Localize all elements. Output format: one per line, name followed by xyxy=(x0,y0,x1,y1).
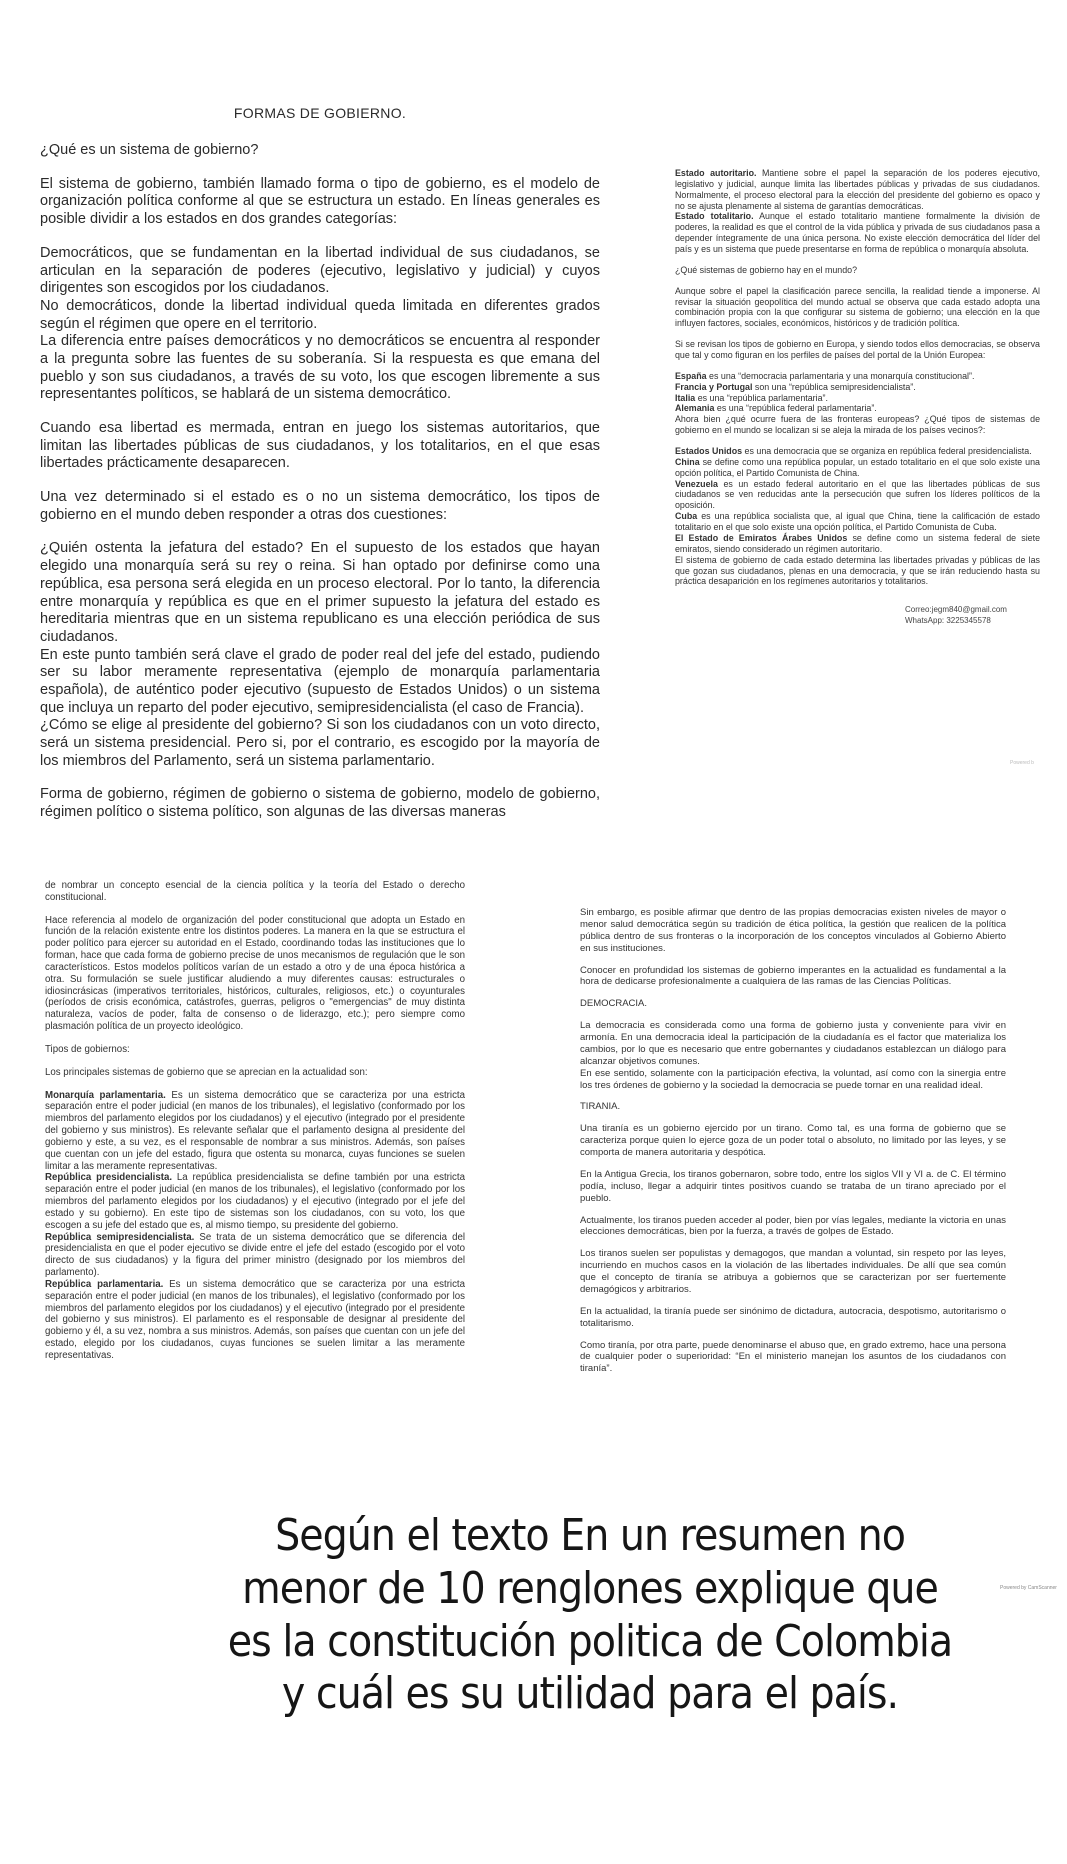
scanner-logo: Powered by CamScanner xyxy=(1000,1585,1057,1591)
term-text: Se trata de un sistema democrático que se diferencia del presidencialista en que el poder ejecutivo se divide entre el jefe del estado (escogido por el voto directo de sus ciudadanos) y la figura del primer ministro (designado por los miembros del parlamento). xyxy=(45,1231,465,1279)
paragraph-line: ¿Quién ostenta la jefatura del estado? En el supuesto de los estados que hayan elegido una monarquía será su rey o reina. Si han optado por definirse como una república, esa persona será elegida en un proceso electoral. Por lo tanto, la diferencia entre monarquía y república es que en el primer supuesto la jefatura del estado es hereditaria mientras que en un sistema republicano es una elección periódica de sus ciudadanos. xyxy=(40,540,600,645)
question-line: y cuál es su utilidad para el país. xyxy=(281,1668,899,1720)
question-line: Según el texto En un resumen no xyxy=(275,1510,905,1561)
email-text: Correo:jegm840@gmail.com xyxy=(905,605,1007,615)
question-line: es la constitución politica de Colombia xyxy=(227,1615,953,1667)
country-name: El Estado de Emiratos Árabes Unidos xyxy=(675,532,848,543)
country-text: es una república socialista que, al igual que China, tiene la calificación de estado totalitario en el que solo existe una opción política, el Partido Comunista de Cuba. xyxy=(675,511,1040,533)
whatsapp-text: WhatsApp: 3225345578 xyxy=(905,615,991,625)
term-text: Es un sistema democrático que se caracteriza por una estricta separación entre el poder judicial (en manos de los tribunales), el legislativo (conformado por los miembros del parlamento elegidos por los ciudadanos) y el ejecutivo (integrado por el presidente del gobierno y sus ministros). Es relevante señalar que el parlamento designa al presidente del gobierno y este, a su vez, es el responsable de nombrar a sus ministros. Además, son países que cuentan con un jefe del estado, figura que ostenta su monarca, cuyas funciones se suelen limitar a las meramente representativas. xyxy=(45,1089,465,1172)
term-text: Es un sistema democrático que se caracteriza por una estricta separación entre el poder judicial (en manos de los tribunales), el legislativo (conformado por los miembros del parlamento elegidos por los ciudadanos) y el ejecutivo (integrado por el presidente del gobierno y sus ministros). El parlamento es el responsable de designar al presidente del gobierno y él, a su vez, nombra a sus ministros. Además, son países que cuentan con un jefe del estado, elegido por los ciudadanos, cuyas funciones se suelen limitar a las meramente representativas. xyxy=(45,1278,465,1361)
paragraph-line: En este punto también será clave el grado de poder real del jefe del estado, pudiendo ser su labor meramente representativa (ejemplo de monarquía parlamentaria española), de auténtico poder ejecutivo (supuesto de Estados Unidos) o un sistema que incluya un reparto del poder ejecutivo, semipresidencialista (el caso de Francia). xyxy=(40,646,600,716)
document-panel-top-left xyxy=(40,105,600,820)
list-item xyxy=(675,457,1040,479)
country-name: España xyxy=(675,370,707,381)
paragraph xyxy=(580,1020,1006,1091)
country-name: Estados Unidos xyxy=(675,446,743,457)
paragraph-line: No democráticos, donde la libertad individual queda limitada en diferentes grados según el régimen que opere en el territorio. xyxy=(40,297,600,332)
paragraph: Aunque sobre el papel la clasificación parece sencilla, la realidad tiende a imponerse. Al revisar la situación geopolítica del mundo actual se observa que cada estado adopta una combinación propia con la que configurar su sistema de gobierno; una elección en la que influyen factores, sociales, económicos, históricos y de tradición política. xyxy=(675,285,1040,329)
list-item xyxy=(45,1172,465,1231)
list-item xyxy=(45,1090,465,1173)
list-item xyxy=(675,446,1040,457)
paragraph: Forma de gobierno, régimen de gobierno o sistema de gobierno, modelo de gobierno, régimen político o sistema político, son algunas de las diversas maneras xyxy=(40,786,600,820)
country-name: Alemania xyxy=(675,403,715,414)
term-text: La república presidencialista se define también por una estricta separación entre el poder judicial (en manos de los tribunales), el legislativo (conformado por los miembros del parlamento elegidos por los ciudadanos) y el ejecutivo (integrado por el jefe del estado y su gobierno). En este tipo de sistemas son los ciudadanos, con su voto, los que escogen a su jefe del estado que es, al mismo tiempo, su presidente del gobierno. xyxy=(45,1172,465,1231)
paragraph: El sistema de gobierno, también llamado forma o tipo de gobierno, es el modelo de organización política conforme al que se estructura un estado. En líneas generales es posible dividir a los estados en dos grandes categorías: xyxy=(40,175,600,228)
paragraph: Los tiranos suelen ser populistas y demagogos, que mandan a voluntad, sin respeto por las leyes, incurriendo en muchos casos en la violación de las libertades individuales. De allí que sea común que el concepto de tiranía se atribuya a gobiernos que se caracterizan por ser fuertemente demagógicos y arbitrarios. xyxy=(580,1248,1006,1295)
document-panel-bottom-right xyxy=(580,907,1006,1467)
paragraph xyxy=(40,540,600,770)
document-title: FORMAS DE GOBIERNO. xyxy=(233,105,407,121)
paragraph: Los principales sistemas de gobierno que se aprecian en la actualidad son: xyxy=(45,1066,368,1078)
list-item xyxy=(45,1232,465,1279)
country-text: son una “república semipresidencialista”. xyxy=(752,381,916,392)
term-label: Estado autoritario. xyxy=(675,168,757,178)
list-item xyxy=(45,1279,465,1362)
country-text: es un estado federal autoritario en el que las libertades públicas de sus ciudadanos se ven reducidas ante la persecución que sufren los líderes políticos de la oposición. xyxy=(675,478,1040,511)
term-text: Aunque el estado totalitario mantiene formalmente la división de poderes, la realidad es que el control de la vida pública y privada de sus ciudadanos pasa a depender íntegramente de una única persona. No existe elección democrática del líder del país y es un sistema que puede presentarse en forma de república o monarquía absoluta. xyxy=(675,211,1040,255)
list-item xyxy=(675,393,1040,404)
paragraph: Tipos de gobiernos: xyxy=(45,1043,130,1055)
paragraph: En la Antigua Grecia, los tiranos gobernaron, sobre todo, entre los siglos VII y VI a. de C. El término podía, incluso, llegar a adquirir tintes positivos cuando se trataba de un tirano apreciado por el pueblo. xyxy=(580,1168,1006,1204)
contact-info xyxy=(905,605,1040,626)
list-item xyxy=(675,382,1040,393)
term-label: República presidencialista. xyxy=(45,1172,173,1184)
country-name: China xyxy=(675,456,700,467)
paragraph-line: Democráticos, que se fundamentan en la libertad individual de sus ciudadanos, se articulan en la separación de poderes (ejecutivo, legislativo y judicial) y cuyos dirigentes son escogidos por los ciudadanos. xyxy=(40,244,600,297)
section-question: ¿Qué sistemas de gobierno hay en el mundo? xyxy=(675,264,858,275)
paragraph-line: El sistema de gobierno de cada estado determina las libertades privadas y públicas de las que gozan sus ciudadanos, plenas en una democracia, y que se irán reduciendo hasta su práctica desaparición en los regímenes autoritarios y totalitarios. xyxy=(675,554,1040,587)
list-item xyxy=(675,371,1040,382)
paragraph xyxy=(40,245,600,404)
term-label: Estado totalitario. xyxy=(675,211,754,222)
country-text: es una democracia que se organiza en república federal presidencialista. xyxy=(742,446,1032,457)
paragraph: En la actualidad, la tiranía puede ser sinónimo de dictadura, autocracia, despotismo, autoritarismo o totalitarismo. xyxy=(580,1305,1006,1329)
paragraph-line: La diferencia entre países democráticos y no democráticos se encuentra al responder a la pregunta sobre las fuentes de su soberanía. Si la respuesta es que emana del pueblo y son sus ciudadanos, a través de su voto, los que escogen libremente a sus representantes políticos, se hablará de un sistema democrático. xyxy=(40,333,600,403)
paragraph: Sin embargo, es posible afirmar que dentro de las propias democracias existen niveles de mayor o menor salud democrática según su tradición de ética política, la gestión que realicen de la política pública dentro de sus fronteras o la incorporación de los conceptos vinculados al Gobierno Abierto en sus instituciones. xyxy=(580,907,1006,954)
document-panel-bottom-left xyxy=(45,880,465,1470)
paragraph-line: En ese sentido, solamente con la participación efectiva, la voluntad, así como con la sinergia entre los tres órdenes de gobierno y la sociedad la democracia se puede tornar en una realidad ideal. xyxy=(580,1067,1006,1091)
list-item xyxy=(675,479,1040,512)
paragraph: Hace referencia al modelo de organización del poder constitucional que adopta un Estado en función de la relación existente entre los distintos poderes. La manera en la que se estructura el poder político para ejercer su autoridad en el Estado, coordinando todas las instituciones que lo forman, hace que cada forma de gobierno precise de unos mecanismos de regulación que le son característicos. Estos modelos políticos varían de un estado a otro y de una época histórica a otra. Su formulación se suele justificar aludiendo a muy diferentes causas: estructurales o idiosincrásicas (imperativos territoriales, históricos, culturales, religiosos, etc.) o coyunturales (períodos de crisis económica, catástrofes, guerras, peligros o "emergencias" de muy distinta naturaleza, vacíos de poder, falta de consenso o de liderazgo, etc.); pero siempre como plasmación política de un proyecto ideológico. xyxy=(45,914,465,1033)
document-panel-top-right xyxy=(675,168,1040,728)
list-item xyxy=(675,403,1040,414)
country-text: es una “democracia parlamentaria y una monarquía constitucional”. xyxy=(706,370,975,381)
paragraph-line: ¿Cómo se elige al presidente del gobierno? Si son los ciudadanos con un voto directo, será un sistema presidencial. Pero si, por el contrario, es escogido por la mayoría de los miembros del Parlamento, será un sistema parlamentario. xyxy=(40,717,600,769)
term-label: República parlamentaria. xyxy=(45,1278,164,1290)
paragraph: Cuando esa libertad es mermada, entran en juego los sistemas autoritarios, que limitan las libertades públicas de sus ciudadanos, y los totalitarios, en el que esas libertades prácticamente desaparecen. xyxy=(40,420,600,472)
country-list xyxy=(675,371,1040,436)
country-text: se define como un sistema federal de siete emiratos, siendo considerado un régimen autoritario. xyxy=(675,532,1040,554)
paragraph-line: Ahora bien ¿qué ocurre fuera de las fronteras europeas? ¿Qué tipos de sistemas de gobierno en el mundo se localizan si se aleja la mirada de los países vecinos?: xyxy=(675,414,1040,436)
government-types-list xyxy=(45,1090,465,1362)
question-line: menor de 10 renglones explique que xyxy=(242,1562,938,1614)
term-label: República semipresidencialista. xyxy=(45,1231,195,1243)
paragraph: de nombrar un concepto esencial de la ciencia política y la teoría del Estado o derecho constitucional. xyxy=(45,880,465,903)
paragraph: Si se revisan los tipos de gobierno en Europa, y siendo todos ellos democracias, se observa que tal y como figuran en los perfiles de países del portal de la Unión Europea: xyxy=(675,339,1040,361)
paragraph: Conocer en profundidad los sistemas de gobierno imperantes en la actualidad es fundamental a la hora de dedicarse profesionalmente a cualquiera de las ramas de las Ciencias Políticas. xyxy=(580,964,1006,988)
overlay-question xyxy=(150,1510,1030,1721)
country-name: Francia y Portugal xyxy=(675,381,753,392)
section-heading: DEMOCRACIA. xyxy=(580,998,648,1010)
paragraph xyxy=(675,211,1040,254)
term-label: Monarquía parlamentaria. xyxy=(45,1089,166,1101)
paragraph xyxy=(675,168,1040,211)
country-text: es una “república parlamentaria”. xyxy=(695,392,828,403)
country-name: Cuba xyxy=(675,511,698,522)
paragraph: Como tiranía, por otra parte, puede denominarse el abuso que, en grado extremo, hace una persona de cualquier poder o superioridad: “En el ministerio manejan los asuntos de los ciudadanos con tiranía”. xyxy=(580,1339,1006,1375)
list-item xyxy=(675,533,1040,555)
section-heading: TIRANIA. xyxy=(580,1101,621,1113)
paragraph-line: La democracia es considerada como una forma de gobierno justa y conveniente para vivir en armonía. En una democracia ideal la participación de la ciudadanía es el factor que materializa los cambios, por lo que es necesario que entre gobernantes y ciudadanos establezcan un diálogo para alcanzar objetivos comunes. xyxy=(580,1020,1006,1067)
list-item xyxy=(675,511,1040,533)
paragraph: Una tiranía es un gobierno ejercido por un tirano. Como tal, es una forma de gobierno que se caracteriza porque quien lo ejerce goza de un poder total o absoluto, no limitado por las leyes, y se comporta de manera autoritaria y despótica. xyxy=(580,1123,1006,1158)
paragraph: Una vez determinado si el estado es o no un sistema democrático, los tipos de gobierno en el mundo deben responder a otras dos cuestiones: xyxy=(40,489,600,523)
section-question: ¿Qué es un sistema de gobierno? xyxy=(40,142,259,159)
country-name: Venezuela xyxy=(675,478,718,489)
term-text: Mantiene sobre el papel la separación de los poderes ejecutivo, legislativo y judicial, aunque limita las libertades públicas y privadas de sus ciudadanos. Normalmente, el proceso electoral para la elección del presidente del gobierno es opaco y no se ajusta plenamente al sistema de garantías democráticas. xyxy=(675,168,1040,211)
country-text: es una “república federal parlamentaria”. xyxy=(714,403,877,414)
paragraph: Actualmente, los tiranos pueden acceder al poder, bien por vías legales, mediante la victoria en unas elecciones democráticas, bien por la fuerza, a través de golpes de Estado. xyxy=(580,1214,1006,1238)
country-name: Italia xyxy=(675,392,696,403)
country-list xyxy=(675,446,1040,587)
watermark-text: Powered b xyxy=(1010,760,1034,766)
country-text: se define como una república popular, un estado totalitario en el que solo existe una opción política, el Partido Comunista de China. xyxy=(675,456,1040,478)
